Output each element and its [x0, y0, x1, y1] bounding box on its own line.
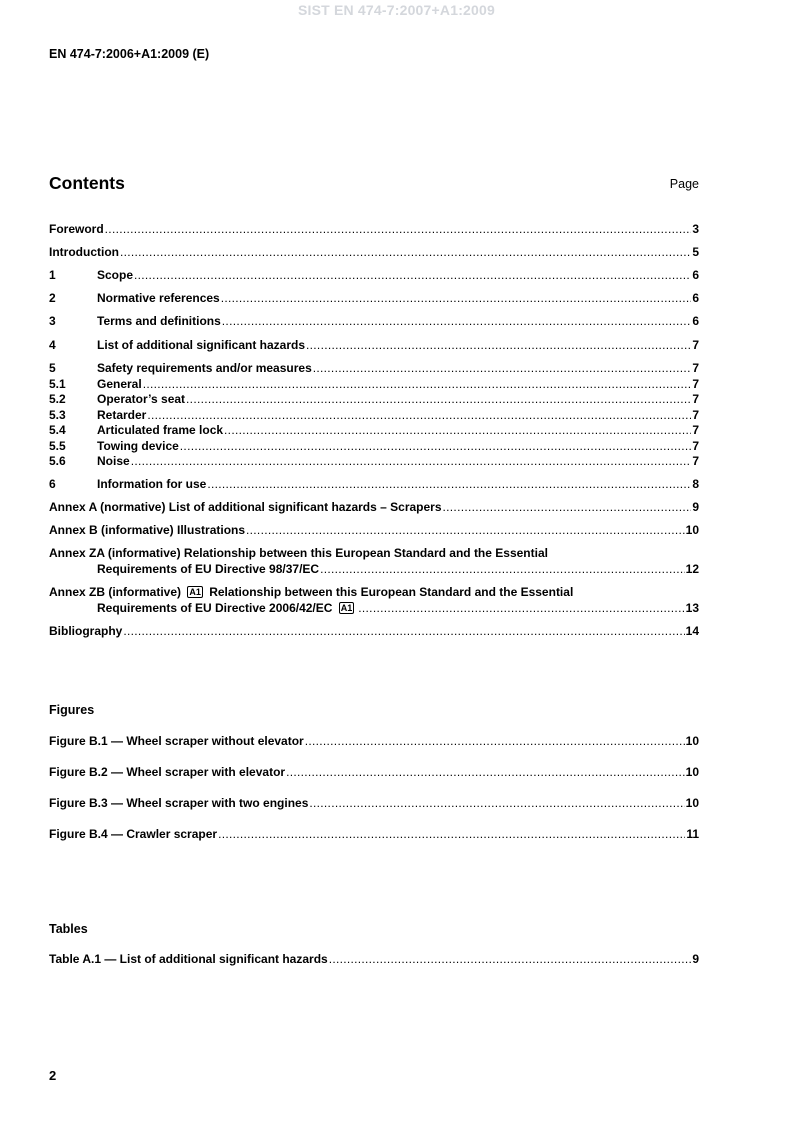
toc-entry-page: 7 — [692, 392, 699, 406]
toc-entry-page: 12 — [685, 561, 699, 576]
figure-entry-title: Figure B.4 — Crawler scraper — [49, 827, 218, 841]
amendment-end-marker-icon: A1 — [340, 602, 353, 613]
toc-entry-title: Retarder — [97, 407, 147, 422]
toc-entry-title: Relationship between this European Standard and the Essential — [205, 585, 574, 599]
dot-leader — [443, 500, 692, 516]
dot-leader — [105, 222, 692, 238]
toc-group-safety-requirements — [49, 361, 699, 470]
toc-entry-number: 5.6 — [49, 454, 66, 468]
toc-entry-general[interactable] — [49, 377, 699, 393]
toc-entry-articulated-frame-lock[interactable] — [49, 423, 699, 439]
toc-entry-information-for-use[interactable] — [49, 477, 699, 493]
dot-leader — [120, 245, 691, 261]
toc-entry-number: 5.3 — [49, 407, 66, 422]
toc-entry-title: Annex A (normative) List of additional significant hazards – Scrapers — [49, 500, 442, 514]
dot-leader — [143, 377, 692, 393]
table-entry-title: Table A.1 — List of additional significant hazards — [49, 952, 328, 966]
figure-entry-page: 10 — [685, 765, 699, 779]
toc-entry-page: 10 — [685, 523, 699, 537]
figure-entry-page: 10 — [685, 734, 699, 748]
dot-leader — [131, 454, 692, 470]
dot-leader — [222, 314, 692, 330]
toc-entry-page: 8 — [692, 477, 699, 491]
toc-entry-number: 1 — [49, 268, 56, 282]
toc-entry-retarder[interactable] — [49, 408, 699, 424]
toc-entry-page: 7 — [692, 423, 699, 437]
toc-entry-page: 6 — [692, 268, 699, 282]
document-identifier: EN 474-7:2006+A1:2009 (E) — [49, 47, 210, 61]
contents-heading: Contents — [49, 173, 125, 193]
page-number: 2 — [49, 1068, 57, 1083]
toc-entry-title: Operator’s seat — [97, 392, 186, 406]
figure-entry-page: 11 — [686, 827, 699, 841]
figures-list-b2 — [49, 765, 699, 781]
toc-entry-towing-device[interactable] — [49, 439, 699, 455]
dot-leader — [224, 423, 691, 439]
toc-entry-title: Articulated frame lock — [97, 423, 224, 437]
toc-entry-significant-hazards[interactable] — [49, 338, 699, 354]
toc-entry-title: Scope — [97, 268, 134, 282]
toc-entry-bibliography[interactable] — [49, 624, 699, 640]
toc-entry-title: Annex ZA (informative) Relationship between this European Standard and the Essential — [49, 546, 548, 560]
dot-leader — [309, 796, 684, 812]
toc-entry-title: Bibliography — [49, 624, 123, 638]
toc-group-hazards — [49, 338, 699, 354]
toc-entry-number: 5.2 — [49, 392, 66, 406]
toc-entry-scope[interactable] — [49, 268, 699, 284]
toc-entry-title: Foreword — [49, 222, 104, 236]
toc-entry-annex-b[interactable] — [49, 523, 699, 539]
toc-entry-page: 9 — [692, 500, 699, 514]
toc-group-annex-za — [49, 546, 699, 577]
figure-entry-title: Figure B.3 — Wheel scraper with two engines — [49, 796, 309, 810]
toc-entry-page: 7 — [692, 338, 699, 352]
figure-entry-title: Figure B.1 — Wheel scraper without elevator — [49, 734, 304, 748]
toc-group-normative-references — [49, 291, 699, 307]
toc-entry-title: Terms and definitions — [97, 314, 221, 328]
page-column-label: Page — [669, 177, 699, 191]
dot-leader — [305, 734, 685, 750]
toc-entry-number: 2 — [49, 291, 56, 305]
toc-entry-page: 6 — [692, 291, 699, 305]
toc-entry-number: 5.5 — [49, 438, 66, 453]
toc-group-introduction — [49, 245, 699, 261]
tables-list — [49, 952, 699, 968]
toc-group-annex-zb — [49, 585, 699, 616]
toc-entry-title: Annex B (informative) Illustrations — [49, 523, 246, 537]
dot-leader — [313, 361, 692, 377]
dot-leader — [207, 477, 691, 493]
figures-list-b3 — [49, 796, 699, 812]
toc-group-annex-b — [49, 523, 699, 539]
dot-leader — [320, 562, 685, 578]
toc-entry-annex-za-line2[interactable] — [49, 562, 699, 578]
toc-entry-number: 5.4 — [49, 423, 66, 437]
figure-entry-b2[interactable] — [49, 765, 699, 781]
toc-entry-page: 7 — [692, 454, 699, 468]
toc-group-information-for-use — [49, 477, 699, 493]
toc-entry-page: 7 — [692, 376, 699, 391]
dot-leader — [147, 408, 691, 424]
toc-entry-title: General — [97, 376, 142, 391]
dot-leader — [358, 601, 684, 617]
watermark: SIST EN 474-7:2007+A1:2009 — [297, 2, 496, 18]
toc-entry-annex-zb-line2[interactable] — [49, 601, 699, 617]
toc-entry-terms-and-definitions[interactable] — [49, 314, 699, 330]
dot-leader — [329, 952, 692, 968]
dot-leader — [134, 268, 691, 284]
toc-entry-title-continued: Requirements of EU Directive 98/37/EC — [97, 561, 320, 576]
toc-entry-foreword[interactable] — [49, 222, 699, 238]
figures-heading: Figures — [49, 703, 95, 717]
toc-group-scope — [49, 268, 699, 284]
toc-entry-page: 13 — [685, 600, 699, 615]
toc-entry-page: 6 — [692, 314, 699, 328]
toc-entry-title-continued — [97, 601, 357, 617]
toc-entry-safety-requirements[interactable] — [49, 361, 699, 377]
toc-entry-operators-seat[interactable] — [49, 392, 699, 408]
dot-leader — [246, 523, 685, 539]
toc-entry-title: List of additional significant hazards — [97, 338, 306, 352]
toc-entry-annex-zb-line1[interactable] — [49, 585, 699, 601]
table-entry-a1[interactable] — [49, 952, 699, 968]
toc-entry-page: 7 — [692, 438, 699, 453]
figure-entry-b1[interactable] — [49, 734, 699, 750]
toc-group-terms — [49, 314, 699, 330]
toc-entry-page: 3 — [692, 222, 699, 236]
figure-entry-title: Figure B.2 — Wheel scraper with elevator — [49, 765, 286, 779]
toc-entry-number: 5.1 — [49, 376, 66, 391]
toc-group-bibliography — [49, 624, 699, 640]
toc-entry-number: 6 — [49, 477, 56, 491]
toc-entry-title: Towing device — [97, 438, 179, 453]
dot-leader — [286, 765, 685, 781]
toc-entry-annex-a[interactable] — [49, 500, 699, 516]
toc-entry-title: Safety requirements and/or measures — [97, 361, 312, 375]
dot-leader — [221, 291, 692, 307]
toc-entry-title-text: Requirements of EU Directive 2006/42/EC — [97, 600, 336, 615]
toc-group-annex-a — [49, 500, 699, 516]
table-of-contents — [49, 222, 699, 238]
toc-entry-page: 7 — [692, 407, 699, 422]
toc-entry-introduction[interactable] — [49, 245, 699, 261]
figure-entry-b4[interactable] — [49, 827, 699, 843]
toc-entry-number: 4 — [49, 338, 56, 352]
dot-leader — [186, 392, 691, 408]
figures-list — [49, 734, 699, 750]
table-entry-page: 9 — [692, 952, 699, 966]
dot-leader — [218, 827, 685, 843]
toc-entry-title: Noise — [97, 454, 130, 468]
toc-entry-number: 5 — [49, 361, 56, 375]
figure-entry-b3[interactable] — [49, 796, 699, 812]
toc-entry-title: Introduction — [49, 245, 119, 259]
toc-entry-number: 3 — [49, 314, 56, 328]
toc-entry-page: 7 — [692, 361, 699, 375]
figure-entry-page: 10 — [685, 796, 699, 810]
amendment-start-marker-icon: A1 — [189, 587, 201, 597]
toc-entry-page: 14 — [685, 624, 699, 638]
toc-entry-normative-references[interactable] — [49, 291, 699, 307]
dot-leader — [123, 624, 684, 640]
toc-entry-noise[interactable] — [49, 454, 699, 470]
toc-entry-title: Annex ZB (informative) — [49, 585, 185, 599]
figures-list-b4 — [49, 827, 699, 843]
tables-heading: Tables — [49, 922, 88, 936]
dot-leader — [180, 439, 692, 455]
toc-entry-title: Normative references — [97, 291, 220, 305]
toc-entry-title: Information for use — [97, 477, 207, 491]
toc-entry-annex-za-line1[interactable] — [49, 546, 699, 562]
dot-leader — [306, 338, 691, 354]
toc-entry-page: 5 — [692, 245, 699, 259]
